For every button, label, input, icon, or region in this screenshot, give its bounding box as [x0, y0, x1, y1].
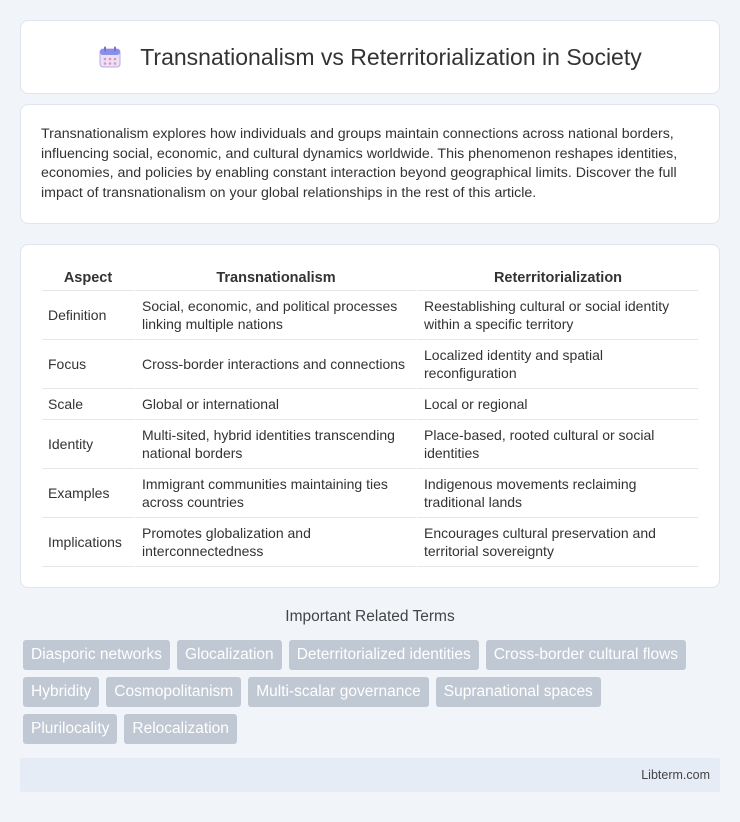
header-transnationalism: Transnationalism	[134, 265, 416, 291]
tag-glocalization[interactable]: Glocalization	[177, 640, 282, 670]
row-aspect: Scale	[42, 389, 134, 420]
footer	[20, 758, 720, 792]
row-aspect: Focus	[42, 340, 134, 389]
footer-brand-link[interactable]: Libterm.com	[641, 768, 710, 782]
tag-deterritorialized-identities[interactable]: Deterritorialized identities	[289, 640, 479, 670]
tag-supranational-spaces[interactable]: Supranational spaces	[436, 677, 601, 707]
header-reterritorialization: Reterritorialization	[416, 265, 698, 291]
table-row	[42, 469, 698, 518]
row-aspect: Examples	[42, 469, 134, 518]
row-reterritorialization: Place-based, rooted cultural or social identities	[416, 420, 698, 469]
tag-row	[23, 714, 723, 744]
table-row	[42, 420, 698, 469]
table-row	[42, 340, 698, 389]
row-reterritorialization: Local or regional	[416, 389, 698, 420]
tag-cosmopolitanism[interactable]: Cosmopolitanism	[106, 677, 241, 707]
row-transnationalism: Multi-sited, hybrid identities transcending national borders	[134, 420, 416, 469]
intro-card	[20, 104, 720, 224]
header-aspect: Aspect	[42, 265, 134, 291]
table-header-row	[42, 265, 698, 291]
title-wrap	[98, 44, 642, 71]
table-row	[42, 518, 698, 567]
related-terms-title: Important Related Terms	[285, 608, 455, 625]
tag-diasporic-networks[interactable]: Diasporic networks	[23, 640, 170, 670]
tag-row	[23, 640, 723, 670]
tag-relocalization[interactable]: Relocalization	[124, 714, 237, 744]
row-aspect: Definition	[42, 291, 134, 340]
tag-row	[23, 677, 723, 707]
calendar-icon	[98, 45, 122, 69]
row-reterritorialization: Encourages cultural preservation and territorial sovereignty	[416, 518, 698, 567]
related-terms-tags	[23, 640, 723, 751]
row-reterritorialization: Reestablishing cultural or social identity within a specific territory	[416, 291, 698, 340]
row-transnationalism: Promotes globalization and interconnectedness	[134, 518, 416, 567]
row-transnationalism: Global or international	[134, 389, 416, 420]
row-reterritorialization: Localized identity and spatial reconfiguration	[416, 340, 698, 389]
tag-cross-border-cultural-flows[interactable]: Cross-border cultural flows	[486, 640, 686, 670]
comparison-table	[42, 265, 698, 567]
intro-paragraph: Transnationalism explores how individuals and groups maintain connections across national borders, influencing social, economic, and cultural dynamics worldwide. This phenomenon reshapes identities, economies, and policies by enabling constant interaction beyond geographical limits. Discover the full impact of transnationalism on your global relationships in the rest of this article.	[41, 126, 678, 201]
table-row	[42, 389, 698, 420]
row-transnationalism: Cross-border interactions and connections	[134, 340, 416, 389]
row-aspect: Identity	[42, 420, 134, 469]
row-reterritorialization: Indigenous movements reclaiming traditional lands	[416, 469, 698, 518]
row-transnationalism: Social, economic, and political processes linking multiple nations	[134, 291, 416, 340]
page-title: Transnationalism vs Reterritorialization in Society	[140, 43, 642, 70]
tag-hybridity[interactable]: Hybridity	[23, 677, 99, 707]
comparison-card	[20, 244, 720, 588]
table-row	[42, 291, 698, 340]
row-transnationalism: Immigrant communities maintaining ties across countries	[134, 469, 416, 518]
tag-multi-scalar-governance[interactable]: Multi-scalar governance	[248, 677, 429, 707]
title-card	[20, 20, 720, 94]
row-aspect: Implications	[42, 518, 134, 567]
tag-plurilocality[interactable]: Plurilocality	[23, 714, 117, 744]
